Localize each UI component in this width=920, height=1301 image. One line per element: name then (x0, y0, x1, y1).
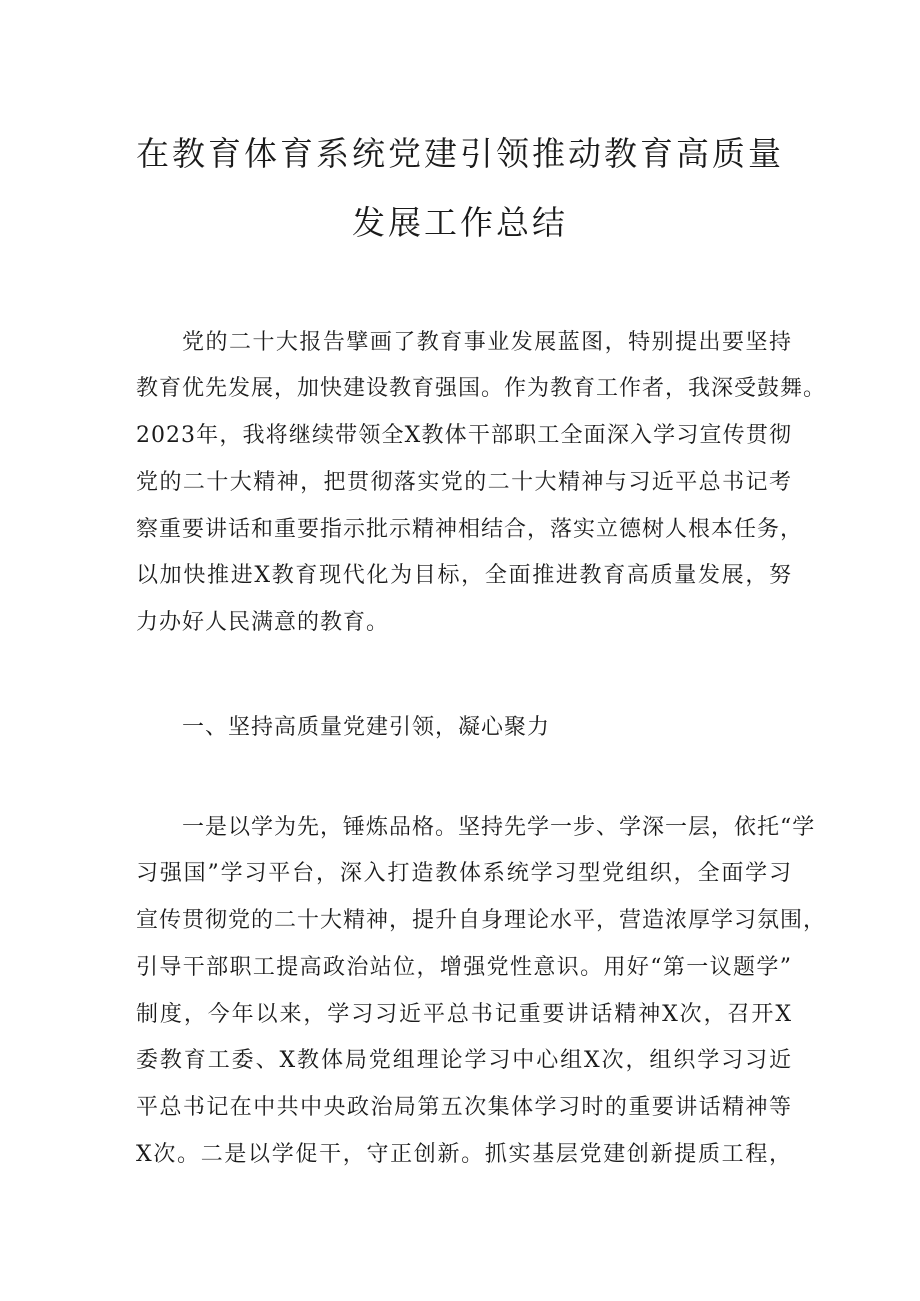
section-heading: 一、坚持高质量党建引领，凝心聚力 (182, 715, 551, 740)
intro-line: 察重要讲话和重要指示批示精神相结合，落实立德树人根本任务， (136, 517, 804, 542)
section-line: 一是以学为先，锤炼品格。坚持先学一步、学深一层，依托“学 (182, 815, 816, 840)
intro-line: 党的二十大报告擘画了教育事业发展蓝图，特别提出要坚持 (182, 330, 792, 355)
section-line: 习强国”学习平台，深入打造教体系统学习型党组织，全面学习 (136, 861, 792, 886)
intro-line: 2023年，我将继续带领全X教体干部职工全面深入学习宣传贯彻 (136, 423, 792, 448)
intro-line: 以加快推进X教育现代化为目标，全面推进教育高质量发展，努 (136, 563, 792, 588)
intro-line: 力办好人民满意的教育。 (136, 610, 390, 635)
section-line: 委教育工委、X教体局党组理论学习中心组X次，组织学习习近 (136, 1048, 792, 1073)
section-line: 平总书记在中共中央政治局第五次集体学习时的重要讲话精神等 (136, 1095, 792, 1120)
section-line: 制度，今年以来，学习习近平总书记重要讲话精神X次，召开X (136, 1002, 792, 1027)
section-line: 宣传贯彻党的二十大精神，提升自身理论水平，营造浓厚学习氛围， (136, 908, 827, 933)
intro-line: 教育优先发展，加快建设教育强国。作为教育工作者，我深受鼓舞。 (136, 376, 827, 401)
document-title-line-1: 在教育体育系统党建引领推动教育高质量 (136, 134, 784, 173)
section-line: 引导干部职工提高政治站位，增强党性意识。用好“第一议题学” (136, 955, 792, 980)
section-line: X次。二是以学促干，守正创新。抓实基层党建创新提质工程， (136, 1142, 792, 1167)
document-title-line-2: 发展工作总结 (352, 203, 568, 242)
intro-line: 党的二十大精神，把贯彻落实党的二十大精神与习近平总书记考 (136, 470, 792, 495)
